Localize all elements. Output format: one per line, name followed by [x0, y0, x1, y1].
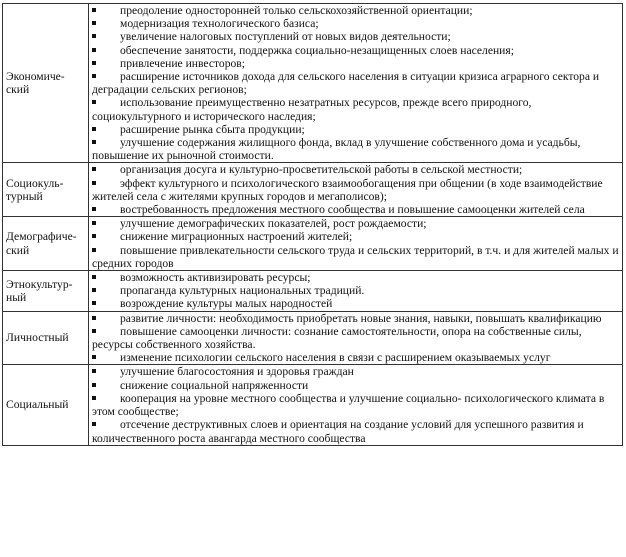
- square-bullet-icon: [92, 221, 96, 225]
- square-bullet-icon: [92, 329, 96, 333]
- list-item: [92, 392, 620, 418]
- list-item-text: модернизация технологического базиса;: [120, 17, 319, 31]
- list-item-text: кооперация на уровне местного сообщества и улучшение социально- психологического климата в этом сообществе;: [92, 391, 605, 419]
- list-item-text: улучшение демографических показателей, рост рождаемости;: [120, 217, 427, 231]
- list-item: [92, 57, 620, 70]
- square-bullet-icon: [92, 369, 96, 373]
- square-bullet-icon: [92, 34, 96, 38]
- list-item-text: снижение социальной напряженности: [120, 378, 309, 392]
- list-item: [92, 312, 620, 325]
- effects-list-cell: [89, 217, 623, 271]
- list-item-text: преодоление односторонней только сельскохозяйственной ориентации;: [120, 4, 473, 17]
- square-bullet-icon: [92, 8, 96, 12]
- list-item-text: организация досуга и культурно-просветительской работы в сельской местности;: [120, 163, 523, 177]
- category-cell: [3, 163, 89, 217]
- square-bullet-icon: [92, 316, 96, 320]
- list-item-text: повышение самооценки личности: сознание самостоятельности, опора на собственные силы, ресурсы собственного хозяйства.: [92, 324, 582, 352]
- category-cell: [3, 217, 89, 271]
- list-item-text: расширение рынка сбыта продукции;: [120, 122, 305, 136]
- list-item: [92, 325, 620, 351]
- list-item-text: эффект культурного и психологического взаимообогащения при общении (в ходе взаимодействие жителей села с жителями крупных городов и мегаполисов);: [92, 176, 603, 203]
- list-item: [92, 70, 620, 96]
- list-item: [92, 44, 620, 57]
- square-bullet-icon: [92, 396, 96, 400]
- square-bullet-icon: [92, 234, 96, 238]
- square-bullet-icon: [92, 61, 96, 65]
- effects-list-cell: [89, 311, 623, 365]
- list-item: [92, 217, 620, 230]
- table-row: [3, 217, 623, 271]
- square-bullet-icon: [92, 288, 96, 292]
- list-item-text: увеличение налоговых поступлений от новых видов деятельности;: [120, 30, 451, 44]
- category-label: Социокуль- турный: [6, 176, 64, 203]
- category-cell: [3, 365, 89, 445]
- category-label: Социальный: [6, 398, 69, 412]
- table-row: [3, 271, 623, 312]
- list-item: [92, 365, 620, 378]
- square-bullet-icon: [92, 127, 96, 131]
- list-item: [92, 96, 620, 122]
- square-bullet-icon: [92, 301, 96, 305]
- square-bullet-icon: [92, 74, 96, 78]
- list-item: [92, 230, 620, 243]
- category-label: Этнокультур- ный: [6, 277, 73, 304]
- table-row: [3, 311, 623, 365]
- list-item-text: повышение привлекательности сельского труда и сельских территорий, в т.ч. и для жителей малых и средних городов: [92, 243, 619, 270]
- list-item: [92, 17, 620, 30]
- list-item: [92, 379, 620, 392]
- list-item-text: улучшение благосостояния и здоровья граждан: [120, 365, 354, 379]
- category-cell: [3, 311, 89, 365]
- list-item: [92, 418, 620, 444]
- list-item-text: возрождение культуры малых народностей: [120, 297, 333, 311]
- list-item-text: использование преимущественно незатратных ресурсов, прежде всего природного, социокультурного и исторического наследия;: [92, 96, 532, 123]
- list-item-text: привлечение инвесторов;: [120, 56, 245, 70]
- square-bullet-icon: [92, 100, 96, 104]
- list-item-text: пропаганда культурных национальных традиций.: [120, 284, 365, 298]
- effects-table: [2, 3, 623, 446]
- effects-list-cell: [89, 271, 623, 312]
- category-label: Личностный: [6, 331, 69, 345]
- category-cell: [3, 271, 89, 312]
- list-item-text: востребованность предложения местного сообщества и повышение самооценки жителей села: [120, 203, 585, 217]
- square-bullet-icon: [92, 275, 96, 279]
- list-item: [92, 177, 620, 203]
- list-item: [92, 30, 620, 43]
- list-item-text: изменение психологии сельского населения в связи с расширением оказываемых услуг: [120, 351, 551, 365]
- effects-list-cell: [89, 365, 623, 445]
- square-bullet-icon: [92, 207, 96, 211]
- list-item: [92, 4, 620, 17]
- category-label: Демографиче- ский: [6, 230, 77, 257]
- list-item-text: развитие личности: необходимость приобретать новые знания, навыки, повышать квалификацию: [120, 311, 602, 325]
- list-item: [92, 271, 620, 284]
- list-item: [92, 136, 620, 162]
- category-label: Экономиче- ский: [6, 70, 65, 97]
- table-row: [3, 365, 623, 445]
- square-bullet-icon: [92, 248, 96, 252]
- list-item: [92, 163, 620, 176]
- list-item-text: отсечение деструктивных слоев и ориентация на создание условий для успешного развития и количественного роста авангарда местного сообщества: [92, 418, 584, 445]
- list-item: [92, 244, 620, 270]
- square-bullet-icon: [92, 140, 96, 144]
- list-item: [92, 123, 620, 136]
- effects-list-cell: [89, 4, 623, 163]
- list-item: [92, 284, 620, 297]
- square-bullet-icon: [92, 355, 96, 359]
- square-bullet-icon: [92, 167, 96, 171]
- square-bullet-icon: [92, 21, 96, 25]
- category-cell: [3, 4, 89, 163]
- list-item-text: расширение источников дохода для сельского населения в ситуации кризиса аграрного сектора и деградации сельских регионов;: [92, 70, 600, 97]
- list-item: [92, 203, 620, 216]
- list-item-text: улучшение содержания жилищного фонда, вклад в улучшение собственного дома и усадьбы, повышение их рыночной стоимости.: [92, 136, 581, 163]
- table-row: [3, 4, 623, 163]
- list-item-text: обеспечение занятости, поддержка социально-незащищенных слоев населения;: [120, 43, 514, 57]
- list-item-text: возможность активизировать ресурсы;: [120, 271, 311, 285]
- effects-list-cell: [89, 163, 623, 217]
- table-row: [3, 163, 623, 217]
- square-bullet-icon: [92, 383, 96, 387]
- list-item: [92, 351, 620, 364]
- square-bullet-icon: [92, 48, 96, 52]
- square-bullet-icon: [92, 422, 96, 426]
- square-bullet-icon: [92, 181, 96, 185]
- effects-table-body: [3, 4, 623, 446]
- list-item-text: снижение миграционных настроений жителей;: [120, 230, 353, 244]
- list-item: [92, 297, 620, 310]
